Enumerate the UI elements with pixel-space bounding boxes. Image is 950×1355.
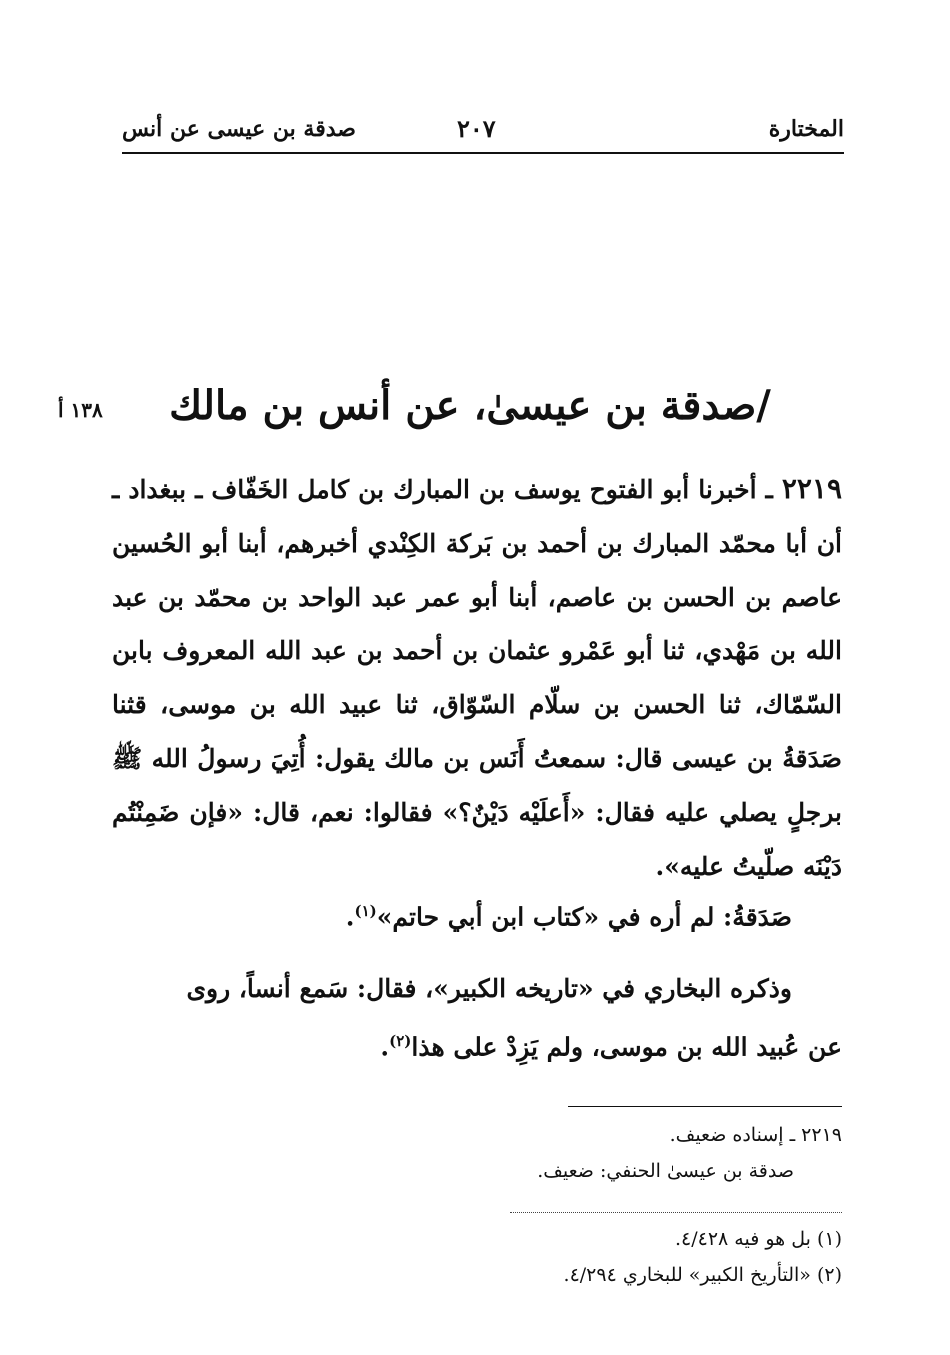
narrator-comment-paragraph: صَدَقةُ: لم أره في «كتاب ابن أبي حاتم»$^{(١)}$. [345,902,792,932]
header-book-title: المختارة [768,116,844,142]
running-header [122,112,844,154]
header-chapter-title: صدقة بن عيسى عن أنس [122,116,356,142]
manuscript-folio-note: ١٣٨ أ [58,398,103,422]
comment-text: صَدَقةُ: لم أره في «كتاب ابن أبي حاتم» [376,902,792,932]
comment-line-2: عن عُبيد الله بن موسى، ولم يَزِدْ على هذا [411,1032,842,1062]
hadith-text: ـ أخبرنا أبو الفتوح يوسف بن المبارك بن كامل الخَفّاف ـ ببغداد ـ أن أبا محمّد المبارك بن أحمد بن بَركة الكِنْدي أخبرهم، أبنا أبو الحُسين عاصم بن الحسن بن عاصم، أبنا أبو عمر عبد الواحد بن محمّد بن عبد الله بن مَهْدي، ثنا أبو عَمْرو عثمان بن أحمد بن عبد الله المعروف بابن السّمّاك، ثنا الحسن بن سلّام السّوّاق، ثنا عبيد الله بن موسى، قثنا صَدَقةُ بن عيسى قال: سمعتُ أَنَس بن مالك يقول: أُتِيَ رسولُ الله ﷺ برجلٍ يصلي عليه فقال: «أَعلَيْه دَيْنٌ؟» فقالوا: نعم، قال: «فإن ضَمِنْتُم دَيْنَه صلّيتُ عليه». [112,475,842,881]
footnote-1: (١) بل هو فيه ٤/٤٢٨. [674,1228,842,1250]
footnote-separator [568,1106,842,1107]
hadith-paragraph [112,462,842,893]
page-number: ٢٠٧ [457,114,496,143]
chapter-title: /صدقة بن عيسىٰ، عن أنس بن مالك [169,382,771,429]
bukhari-comment-paragraph: وذكره البخاري في «تاريخه الكبير»، فقال: سَمع أنساً، روى عن عُبيد الله بن موسى، ولم يَزِدْ على هذا$^{(٢)}$. [112,962,842,1073]
footnote-ref-2: (٢) [389,1032,412,1050]
footnote-dotted-separator [510,1212,842,1213]
footnote-narrator-grading: صدقة بن عيسىٰ الحنفي: ضعيف. [537,1160,794,1182]
comment-line-1: وذكره البخاري في «تاريخه الكبير»، فقال: سَمع أنساً، روى [186,974,792,1003]
footnote-2: (٢) «التأريخ الكبير» للبخاري ٤/٢٩٤. [563,1264,842,1286]
hadith-number: ٢٢١٩ [781,472,842,505]
footnote-hadith-grading: ٢٢١٩ ـ إسناده ضعيف. [669,1124,842,1146]
footnote-ref-1: (١) [354,902,377,920]
